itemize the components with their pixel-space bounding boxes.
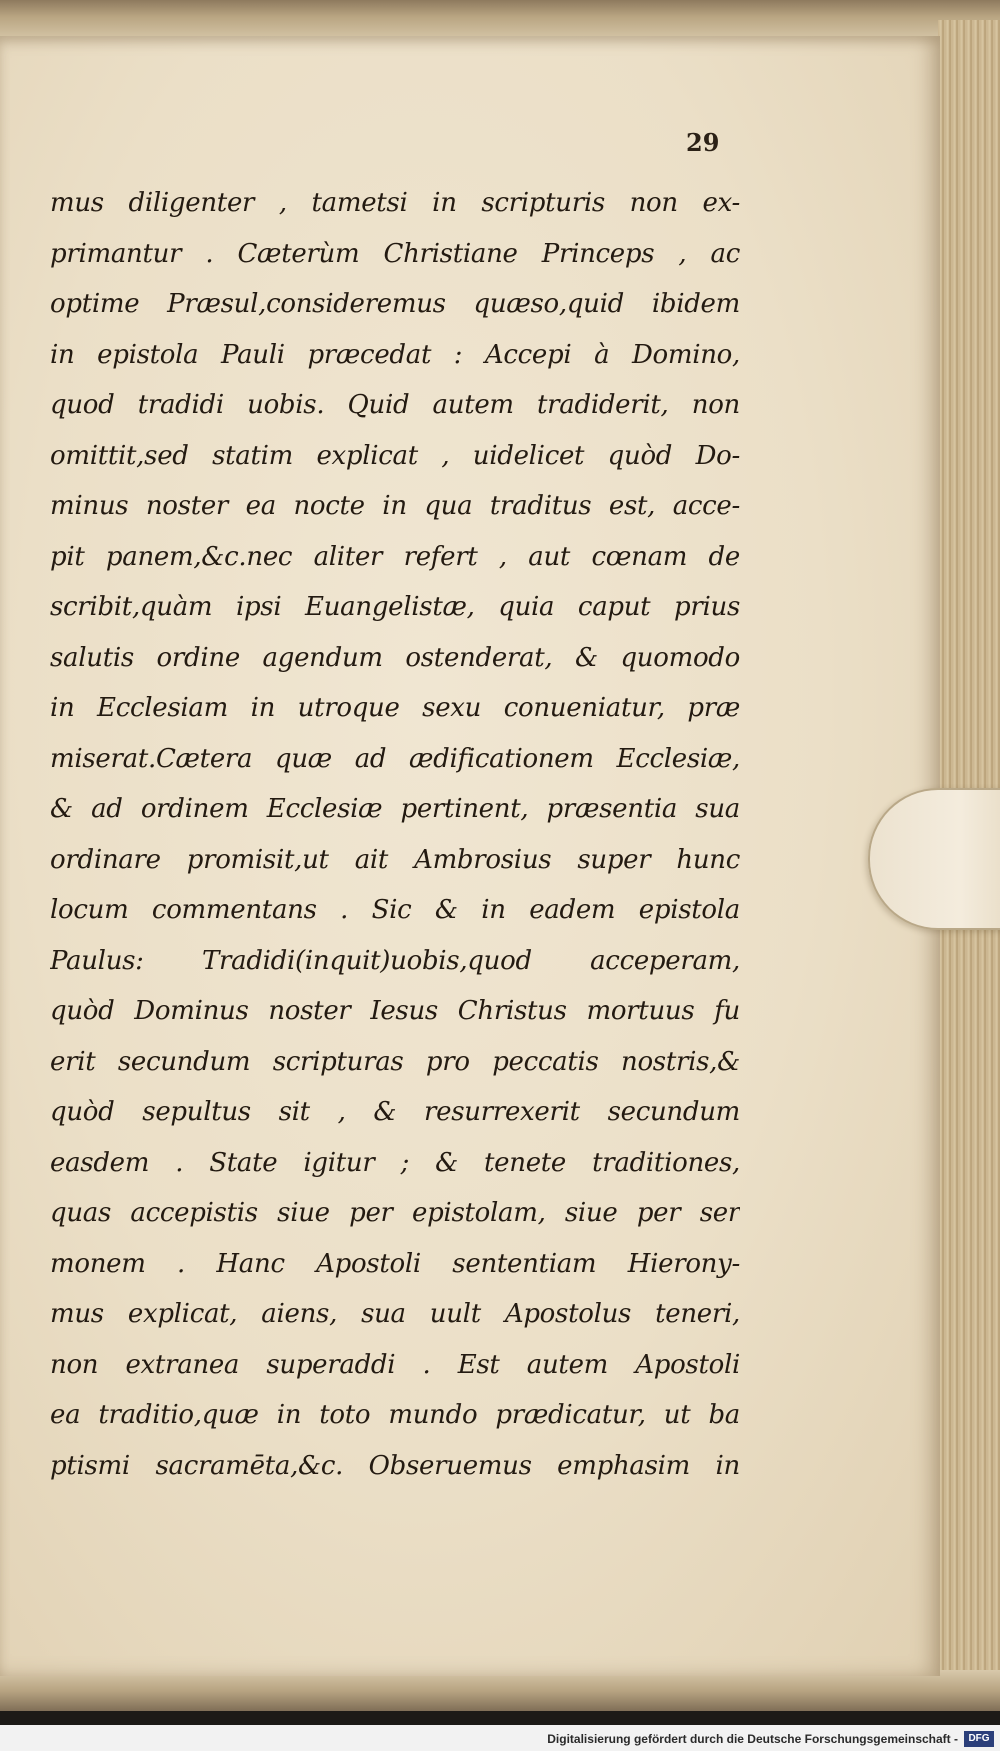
text-line: easdem . State igitur ; & tenete traditiones, — [50, 1147, 740, 1178]
text-line: non extranea superaddi . Est autem Apostoli — [50, 1349, 740, 1380]
text-line: locum commentans . Sic & in eadem epistola — [50, 895, 740, 925]
text-line: minus noster ea nocte in qua traditus est, acce- — [50, 491, 740, 521]
text-line: quod tradidi uobis. Quid autem tradiderit, non — [50, 390, 740, 420]
text-line: omittit,sed statim explicat , uidelicet quòd Do- — [50, 440, 740, 471]
text-line: primantur . Cæterùm Christiane Princeps , ac — [50, 238, 740, 269]
text-line: pit panem,&c.nec aliter refert , aut cœnam de — [50, 541, 740, 572]
text-line: Paulus: Tradidi(inquit)uobis,quod acceperam, — [50, 945, 740, 976]
book-bottom-edge — [0, 1670, 1000, 1712]
dfg-logo: DFG — [964, 1731, 994, 1747]
text-line: in epistola Pauli præcedat : Accepi à Domino, — [50, 339, 740, 370]
text-line: ea traditio,quæ in toto mundo prædicatur, ut ba — [50, 1400, 740, 1430]
funding-credit: Digitalisierung gefördert durch die Deutsche Forschungsgemeinschaft - — [547, 1732, 958, 1746]
text-line: scribit,quàm ipsi Euangelistæ, quia caput prius — [50, 592, 740, 622]
text-line: quòd Dominus noster Iesus Christus mortuus fu — [50, 996, 740, 1026]
text-line: quas accepistis siue per epistolam, siue per ser — [50, 1198, 740, 1228]
text-line: ptismi sacramēta,&c. Obseruemus emphasim in — [50, 1450, 740, 1481]
text-line: mus explicat, aiens, sua uult Apostolus teneri, — [50, 1299, 740, 1329]
body-text — [50, 178, 740, 1491]
page-number: 29 — [686, 128, 720, 157]
text-line: miserat.Cætera quæ ad ædificationem Ecclesiæ, — [50, 743, 740, 774]
text-line: optime Præsul,consideremus quæso,quid ibidem — [50, 289, 740, 319]
text-line: ordinare promisit,ut ait Ambrosius super hunc — [50, 844, 740, 875]
text-line: mus diligenter , tametsi in scripturis non ex- — [50, 188, 740, 218]
text-line: erit secundum scripturas pro peccatis nostris,& — [50, 1046, 740, 1077]
text-line: & ad ordinem Ecclesiæ pertinent, præsentia sua — [50, 794, 740, 824]
text-line: salutis ordine agendum ostenderat, & quomodo — [50, 642, 740, 673]
text-line: monem . Hanc Apostoli sententiam Hierony- — [50, 1248, 740, 1279]
page-clip-marker — [868, 788, 1000, 930]
text-line: quòd sepultus sit , & resurrexerit secundum — [50, 1097, 740, 1127]
text-line: in Ecclesiam in utroque sexu conueniatur, præ — [50, 693, 740, 723]
footer-strip — [0, 1725, 1000, 1751]
